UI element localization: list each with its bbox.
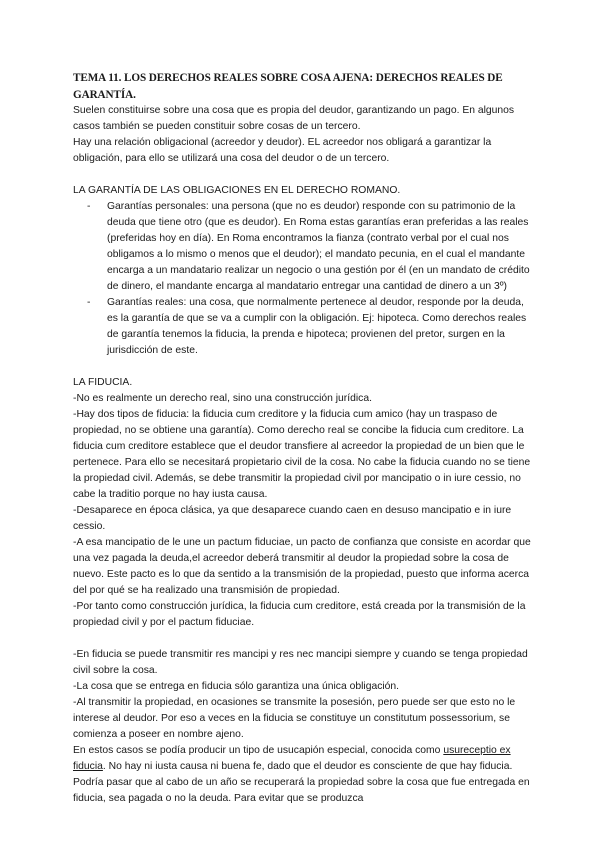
- fiducia-paragraph: -La cosa que se entrega en fiducia sólo garantiza una única obligación.: [73, 681, 400, 692]
- spacer: [73, 631, 536, 647]
- underlined-term: usureceptio ex fiducia: [73, 745, 511, 772]
- spacer: [73, 359, 536, 375]
- fiducia-paragraph: -Al transmitir la propiedad, en ocasiones se transmite la posesión, pero puede ser que esto no le interese al deudor. Por eso a veces en la fiducia se constituye un constitutum possessorium, se comienza a poseer en nombre ajeno.: [73, 697, 516, 740]
- usureceptio-paragraph: [73, 743, 536, 807]
- text-run: En estos casos se podía producir un tipo de usucapión especial, conocida como: [73, 745, 444, 756]
- list-item: - Garantías reales: una cosa, que normalmente pertenece al deudor, responde por la deuda, es la garantía de que se va a cumplir con la obligación. Ej: hipoteca. Como derechos reales de garantía tenemos la fiducia, la prenda e hipoteca; provienen del pretor, surgen en la jurisdicción de este.: [107, 295, 536, 359]
- page-title: TEMA 11. LOS DERECHOS REALES SOBRE COSA AJENA: DERECHOS REALES DE GARANTÍA.: [73, 72, 503, 101]
- section-heading-garantia: LA GARANTÍA DE LAS OBLIGACIONES EN EL DERECHO ROMANO.: [73, 185, 401, 196]
- intro-paragraph-1: Suelen constituirse sobre una cosa que es propia del deudor, garantizando un pago. En algunos casos también se pueden constituir sobre cosas de un tercero.: [73, 105, 515, 132]
- fiducia-paragraph: -Por tanto como construcción jurídica, la fiducia cum creditore, está creada por la transmisión de la propiedad civil y por el pactum fiduciae.: [73, 601, 526, 628]
- fiducia-paragraph: -En fiducia se puede transmitir res mancipi y res nec mancipi siempre y cuando se tenga propiedad civil sobre la cosa.: [73, 649, 528, 676]
- list-item: - Garantías personales: una persona (que no es deudor) responde con su patrimonio de la deuda que tiene otro (que es deudor). En Roma estas garantías eran preferidas a las reales (preferidas hoy en día). En Roma encontramos la fianza (contrato verbal por el cual nos obligamos a lo mismo o menos que el deudor); el mandato pecunia, en el cual el mandante encarga a un mandatario realizar un negocio o una gestión por él (en un mandato de crédito de dinero, el mandante encarga al mandatario entregar una cantidad de dinero a un 3º): [107, 199, 536, 295]
- section-heading-fiducia: LA FIDUCIA.: [73, 377, 133, 388]
- fiducia-paragraph: -Hay dos tipos de fiducia: la fiducia cum creditore y la fiducia cum amico (hay un traspaso de propiedad, no se obtiene una garantía). Como derecho real se concibe la fiducia cum creditore. La fiducia cum creditore establece que el deudor transfiere al acreedor la propiedad de un bien que le pertenece. Para ello se necesitará propietario civil de la cosa. No cabe la fiducia cuando no se tiene la propiedad civil. Además, se debe transmitir la propiedad civil por mancipatio o in iure cessio, no cabe la traditio porque no hay iusta causa.: [73, 409, 531, 500]
- guarantee-list: [73, 199, 536, 359]
- fiducia-paragraph: -Desaparece en época clásica, ya que desaparece cuando caen en desuso mancipatio e in iure cessio.: [73, 505, 512, 532]
- spacer: [73, 167, 536, 183]
- fiducia-paragraph: -A esa mancipatio de le une un pactum fiduciae, un pacto de confianza que consiste en acordar que una vez pagada la deuda,el acreedor deberá transmitir al deudor la propiedad sobre la cosa de nuevo. Este pacto es lo que da sentido a la transmisión de la propiedad, puesto que informa acerca del por qué se ha realizado una transmisión de propiedad.: [73, 537, 531, 596]
- fiducia-paragraph: -No es realmente un derecho real, sino una construcción jurídica.: [73, 393, 372, 404]
- text-run: . No hay ni iusta causa ni buena fe, dado que el deudor es consciente de que hay fiducia. Podría pasar que al cabo de un año se recuperará la propiedad sobre la cosa que fue entregada en fiducia, sea pagada o no la deuda. Para evitar que se produzca: [73, 761, 530, 804]
- intro-paragraph-2: Hay una relación obligacional (acreedor y deudor). EL acreedor nos obligará a garantizar la obligación, para ello se utilizará una cosa del deudor o de un tercero.: [73, 137, 492, 164]
